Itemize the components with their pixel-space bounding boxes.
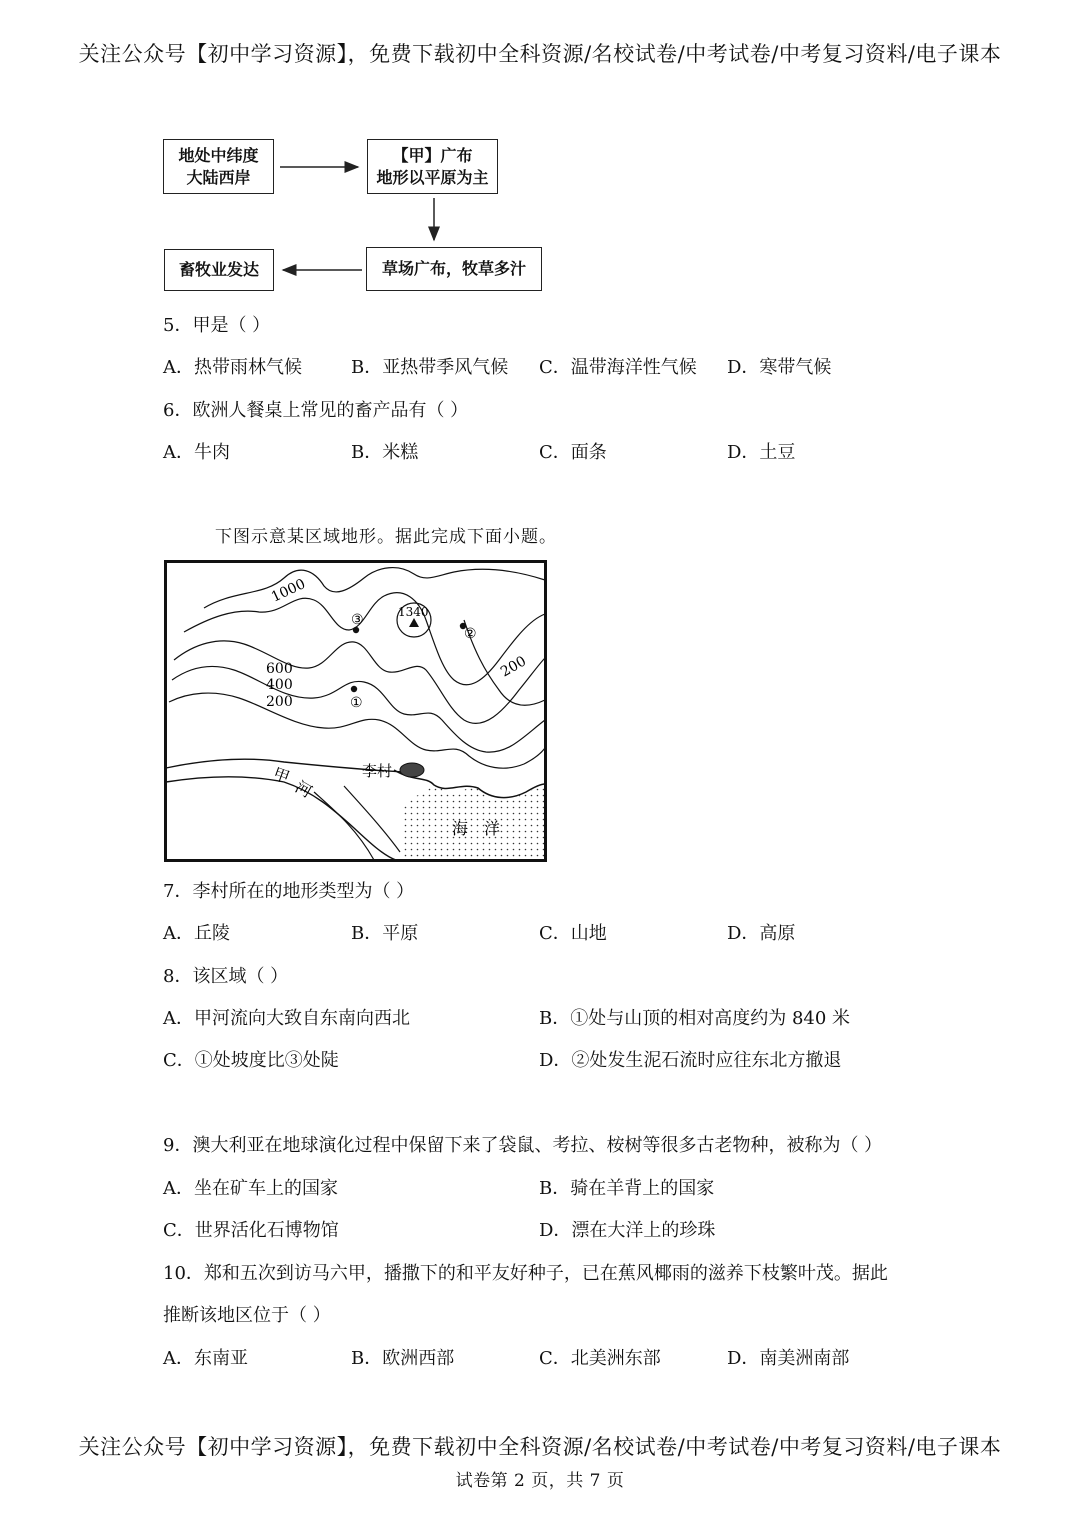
header-banner: 关注公众号【初中学习资源】，免费下载初中全科资源/名校试卷/中考试卷/中考复习资料/电子课本	[78, 42, 1002, 66]
label-200-west: 200	[266, 694, 293, 710]
question-7-option-d[interactable]: D．高原	[727, 923, 796, 944]
question-7-option-a[interactable]: A．丘陵	[163, 923, 230, 944]
flow-box-grassland: 草场广布，牧草多汁	[366, 247, 542, 291]
point-1-dot	[351, 686, 357, 692]
village-icon	[400, 763, 424, 777]
label-sea-1: 海	[452, 819, 469, 838]
flow-box-location-line1: 地处中纬度	[178, 145, 259, 165]
sea-area	[402, 785, 545, 860]
label-1000: 1000	[268, 576, 308, 606]
label-river-2: 河	[292, 777, 316, 802]
question-5-option-b[interactable]: B．亚热带季风气候	[351, 357, 509, 378]
question-6-option-c[interactable]: C．面条	[539, 442, 607, 463]
flow-box-climate-line1: 【甲】广布	[392, 145, 473, 165]
question-5-stem: 5．甲是（ ）	[163, 315, 271, 336]
question-8-stem: 8．该区域（ ）	[163, 966, 289, 987]
river-tributary-2	[344, 786, 400, 852]
contour-1000	[204, 568, 545, 608]
question-10-option-c[interactable]: C．北美洲东部	[539, 1348, 661, 1369]
question-10-option-a[interactable]: A．东南亚	[163, 1348, 248, 1369]
flow-arrows	[0, 0, 1080, 320]
label-600: 600	[266, 661, 293, 677]
question-10-option-d[interactable]: D．南美洲南部	[727, 1348, 850, 1369]
footer-banner: 关注公众号【初中学习资源】，免费下载初中全科资源/名校试卷/中考试卷/中考复习资料/电子课本	[78, 1435, 1002, 1459]
question-5-option-c[interactable]: C．温带海洋性气候	[539, 357, 697, 378]
question-8-option-b[interactable]: B．①处与山顶的相对高度约为 840 米	[539, 1008, 851, 1029]
question-9-option-a[interactable]: A．坐在矿车上的国家	[163, 1178, 338, 1199]
label-river-1: 甲	[270, 763, 293, 788]
label-village: 李村	[362, 762, 393, 780]
label-peak: 1340	[398, 605, 429, 619]
question-8-option-a[interactable]: A．甲河流向大致自东南向西北	[163, 1008, 410, 1029]
question-7-option-b[interactable]: B．平原	[351, 923, 419, 944]
river-bank-south	[166, 777, 396, 860]
page-number: 试卷第 2 页，共 7 页	[455, 1471, 625, 1491]
question-5-option-a[interactable]: A．热带雨林气候	[163, 357, 302, 378]
question-9-stem: 9．澳大利亚在地球演化过程中保留下来了袋鼠、考拉、桉树等很多古老物种，被称为（ ）	[163, 1135, 883, 1156]
question-8-option-d[interactable]: D．②处发生泥石流时应往东北方撤退	[539, 1050, 842, 1071]
question-10-option-b[interactable]: B．欧洲西部	[351, 1348, 455, 1369]
label-400: 400	[266, 677, 293, 693]
question-7-stem: 7．李村所在的地形类型为（ ）	[163, 881, 415, 902]
question-10-stem-continued: 推断该地区位于（ ）	[163, 1305, 331, 1326]
flow-box-livestock: 畜牧业发达	[164, 249, 274, 291]
question-8-option-c[interactable]: C．①处坡度比③处陡	[163, 1050, 339, 1071]
flow-box-climate-line2: 地形以平原为主	[376, 167, 489, 187]
question-6-stem: 6．欧洲人餐桌上常见的畜产品有（ ）	[163, 400, 469, 421]
label-point-1: ①	[350, 695, 363, 711]
question-9-option-c[interactable]: C．世界活化石博物馆	[163, 1220, 339, 1241]
question-10-stem: 10．郑和五次到访马六甲，播撒下的和平友好种子，已在蕉风椰雨的滋养下枝繁叶茂。据此	[163, 1263, 888, 1284]
peak-icon	[409, 618, 419, 627]
question-6-option-d[interactable]: D．土豆	[727, 442, 796, 463]
question-7-option-c[interactable]: C．山地	[539, 923, 607, 944]
question-6-option-b[interactable]: B．米糕	[351, 442, 419, 463]
label-200-east: 200	[498, 653, 530, 681]
question-9-option-b[interactable]: B．骑在羊背上的国家	[539, 1178, 715, 1199]
label-sea-2: 洋	[484, 819, 501, 838]
question-6-option-a[interactable]: A．牛肉	[163, 442, 230, 463]
question-5-option-d[interactable]: D．寒带气候	[727, 357, 832, 378]
flow-box-location-line2: 大陆西岸	[186, 167, 251, 187]
label-point-2: ②	[464, 626, 477, 642]
contour-map	[164, 560, 547, 862]
contour-600	[174, 641, 545, 724]
question-9-option-d[interactable]: D．漂在大洋上的珍珠	[539, 1220, 716, 1241]
label-point-3: ③	[351, 612, 364, 628]
map-caption: 下图示意某区域地形。据此完成下面小题。	[215, 527, 557, 547]
